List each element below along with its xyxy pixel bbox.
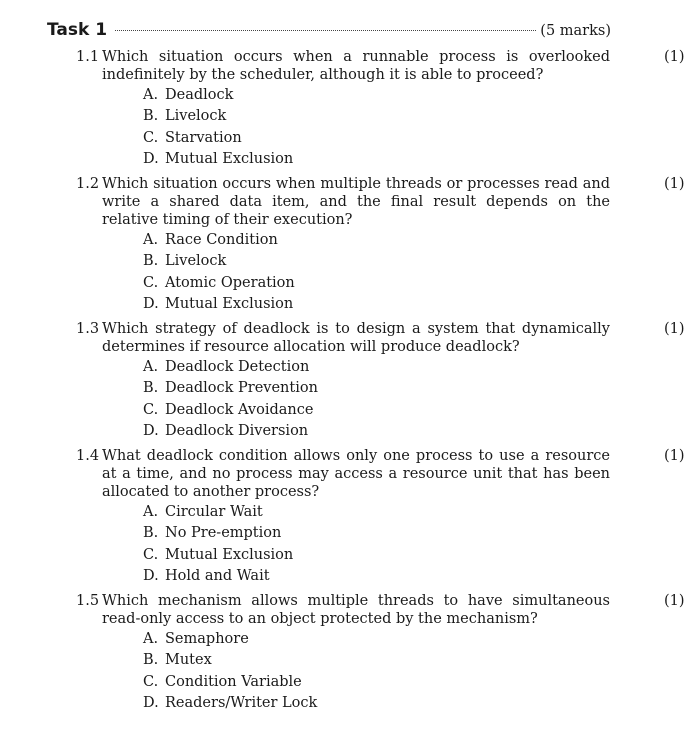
option-b (143, 650, 688, 671)
question-header (76, 320, 688, 356)
option-text: Circular Wait (165, 504, 263, 520)
question-number: 1.1 (76, 49, 100, 65)
dotted-leader (115, 30, 536, 31)
option-a (143, 357, 688, 378)
question-1-4 (76, 447, 688, 587)
option-letter: A. (143, 504, 159, 520)
options-list (76, 230, 688, 315)
option-text: Hold and Wait (165, 567, 270, 584)
option-letter: B. (143, 253, 159, 270)
question-number: 1.3 (76, 321, 100, 337)
option-text: Starvation (165, 129, 242, 146)
option-text: Livelock (165, 108, 227, 125)
option-text: Livelock (165, 253, 227, 270)
question-header (76, 175, 688, 229)
option-letter: C. (143, 274, 159, 291)
option-text: Mutex (165, 652, 212, 669)
question-text: What deadlock condition allows only one process to use a resource at a time, and no process may access a resource unit that has been allocated to another process? (102, 448, 610, 500)
option-text: Mutual Exclusion (165, 546, 294, 563)
option-b (143, 106, 688, 127)
option-text: Atomic Operation (165, 274, 295, 291)
option-text: Deadlock Avoidance (165, 401, 314, 418)
option-letter: D. (143, 150, 159, 167)
question-header (76, 447, 688, 501)
question-text: Which strategy of deadlock is to design a system that dynamically determines if resource allocation will produce deadlock? (102, 321, 610, 355)
option-letter: B. (143, 380, 159, 397)
question-header (76, 592, 688, 628)
option-letter: B. (143, 652, 159, 669)
option-a (143, 85, 688, 106)
options-list (76, 357, 688, 442)
option-letter: B. (143, 525, 159, 542)
option-b (143, 523, 688, 544)
options-list (76, 629, 688, 714)
option-text: No Pre-emption (165, 525, 282, 542)
option-d (143, 566, 688, 587)
option-text: Condition Variable (165, 673, 302, 690)
option-letter: C. (143, 129, 159, 146)
option-letter: B. (143, 108, 159, 125)
option-c (143, 672, 688, 693)
option-d (143, 149, 688, 170)
question-text: Which mechanism allows multiple threads to have simultaneous read-only access to an object protected by the mechanism? (102, 593, 610, 627)
question-1-5 (76, 592, 688, 714)
task-title: Task 1 (47, 20, 108, 40)
option-text: Mutual Exclusion (165, 295, 294, 312)
question-mark: (1) (664, 176, 685, 192)
option-text: Deadlock Detection (165, 359, 310, 375)
question-number: 1.5 (76, 593, 100, 609)
option-letter: D. (143, 295, 159, 312)
option-b (143, 378, 688, 399)
option-text: Semaphore (165, 631, 249, 647)
option-text: Deadlock Prevention (165, 380, 318, 397)
question-mark: (1) (664, 593, 685, 609)
option-c (143, 128, 688, 149)
option-c (143, 273, 688, 294)
option-a (143, 230, 688, 251)
question-1-2 (76, 175, 688, 315)
option-d (143, 294, 688, 315)
option-letter: D. (143, 694, 159, 711)
task-marks: (5 marks) (540, 23, 611, 39)
option-letter: D. (143, 422, 159, 439)
question-number: 1.4 (76, 448, 100, 464)
option-text: Deadlock Diversion (165, 422, 309, 439)
question-1-1 (76, 48, 688, 170)
option-a (143, 502, 688, 523)
question-text: Which situation occurs when a runnable process is overlooked indefinitely by the scheduler, although it is able to proceed? (102, 49, 610, 83)
option-letter: A. (143, 359, 159, 375)
option-c (143, 400, 688, 421)
question-1-3 (76, 320, 688, 442)
question-text: Which situation occurs when multiple threads or processes read and write a shared data item, and the final result depends on the relative timing of their execution? (102, 176, 610, 228)
question-header (76, 48, 688, 84)
option-text: Readers/Writer Lock (165, 694, 318, 711)
question-number: 1.2 (76, 176, 100, 192)
option-a (143, 629, 688, 650)
option-d (143, 421, 688, 442)
option-c (143, 545, 688, 566)
question-mark: (1) (664, 448, 685, 464)
option-letter: D. (143, 567, 159, 584)
option-text: Mutual Exclusion (165, 150, 294, 167)
option-text: Race Condition (165, 232, 278, 248)
option-letter: A. (143, 631, 159, 647)
options-list (76, 85, 688, 170)
question-mark: (1) (664, 321, 685, 337)
option-letter: A. (143, 87, 159, 103)
options-list (76, 502, 688, 587)
option-b (143, 251, 688, 272)
option-letter: A. (143, 232, 159, 248)
option-letter: C. (143, 401, 159, 418)
option-text: Deadlock (165, 87, 234, 103)
option-letter: C. (143, 546, 159, 563)
question-mark: (1) (664, 49, 685, 65)
task-header (47, 20, 611, 44)
option-letter: C. (143, 673, 159, 690)
option-d (143, 693, 688, 714)
